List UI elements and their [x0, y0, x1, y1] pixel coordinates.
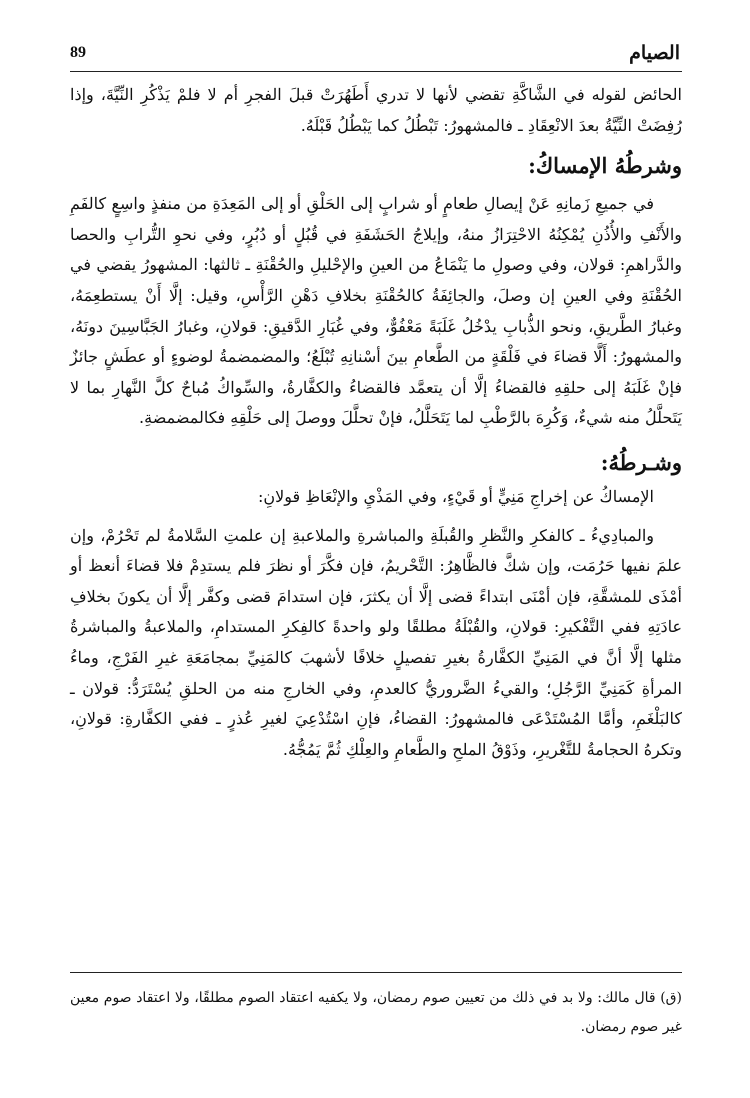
paragraph-preliminaries: والمبادِيءُ ـ كالفكرِ والنَّظرِ والقُبلَةِ والمباشرةِ والملاعبةِ إن علمتِ السَّلامةُ لم تَحْرُمْ، وإن علمَ نفيها حَرُمَت، وإن شكَّ فالظَّاهِرُ: التَّحْريمُ، فإن فكَّرَ أو نظرَ فلم يستدِمْ فلا قضاءَ أنعظ أو أمْذَى للمشقَّةِ، فإن أمْنَى ابتداءً قضى إلَّا أن يكثرَ، فإن استدامَ قضى وكفَّر إلَّا أن يكونَ بخلافِ عادَتِهِ ففي التَّفْكيرِ: قولانِ، والقُبْلَةُ مطلقًا ولو واحدةً كالفِكرِ المستدامِ، والملاعبةُ والمباشرةُ مثلها إلَّا أنَّ في المَنِيِّ الكفَّارةُ بغيرِ تفصيلٍ خلافًا لأشهبَ كالمَنِيِّ بمجامَعَةِ غيرِ الفَرْجِ، وماءُ المرأةِ كَمَنِيِّ الرَّجُلِ؛ والقيءُ الضَّروريُّ كالعدمِ، وفي الخارجِ منه من الحلقِ يُسْتَرَدُّ: قولان ـ كالبَلْغَمِ، وأمَّا المُسْتَدْعَى فالمشهورُ: القضاءُ، فإنِ اسْتُدْعِيَ لغيرِ عُذرٍ ـ ففي الكفَّارةِ: قولانِ، وتكرهُ الحجامةُ للتَّغْريرِ، وذَوْقُ الملحِ والطَّعامِ والعِلْكِ ثُمَّ يَمُجُّهُ. [70, 525, 682, 759]
main-text [70, 80, 682, 765]
running-title: الصيام [629, 42, 680, 64]
section-heading-second: وشـرطُهُ: [600, 449, 682, 475]
footnote-text: (ق) قال مالك: ولا بد في ذلك من تعيين صوم رمضان، ولا يكفيه اعتقاد الصوم مطلقًا، ولا اعتقاد صوم معين غير صوم رمضان. [70, 990, 682, 1035]
page-number: 89 [70, 44, 86, 61]
paragraph-intro: الحائض لقوله في الشَّاكَّةِ تقضي لأنها لا تدري أَطَهُرَتْ قبلَ الفجرِ أم لا فلمْ يَذْكُرِ النِّيَّةَ، وإذا رُفِضَتْ النِّيَّةُ بعدَ الانْعِقَادِ ـ فالمشهورُ: تَبْطُلُ كما يَبْطُلُ قَبْلَهُ. [70, 85, 682, 135]
section-heading-imsak: وشرطُهُ الإمساكُ: [528, 153, 682, 179]
header-rule [70, 71, 682, 72]
footnote [70, 984, 682, 1042]
footnote-rule [70, 972, 682, 973]
page-header [70, 42, 680, 70]
paragraph-second-condition: الإمساكُ عن إخراجِ مَنِيٍّ أو قَيْءٍ، وفي المَذْيِ والإنْعَاظِ قولانِ: [257, 486, 654, 506]
paragraph-imsak: في جميعِ زَمانِهِ عَنْ إيصالِ طعامٍ أو شرابٍ إلى الحَلْقِ أو إلى المَعِدَةِ من منفذٍ واسِعٍ كالفَمِ والأَنْفِ والأُذُنِ يُمْكِنُهُ الاحْتِرَازُ منهُ، وإيلاجُ الحَشَفَةِ في قُبُلٍ أو دُبُرٍ، وفي نحوِ التُّرابِ والحصا والدَّراهمِ: قولان، وفي وصولِ ما يَنْمَاعُ من العينِ والإحْليلِ والحُقْنَةِ ـ ثالثها: المشهورُ يقضي في الحُقْنَةِ وفي العينِ إن وصلَ، والجائِفَةُ كالحُقْنَةِ بخلافِ دَهْنِ الرَّأْسِ، وقيل: إلَّا أَنْ يستطعِمَهُ، وغبارُ الطَّريقِ، ونحو الذُّبابِ يدْخُلُ غَلَبَةً مَعْفُوٌّ، وفي غُبَارِ الدَّقيقِ: قولانِ، وغبارُ الجَبَّاسِينَ دونَهُ، والمشهورُ: أَلَّا قضاءَ في فَلْقَةٍ من الطَّعامِ بينَ أسْنانِهِ تُبْلَعُ؛ والمضمضمةُ لوضوءٍ أو عطَشٍ جائزٌ فإنْ غَلَبَهُ إلى حلقِهِ فالقضاءُ إلَّا أن يتعمَّد فالقضاءُ والكفَّارةُ، والسِّواكُ مُباحٌ كلَّ النَّهارِ بما لا يَتَحلَّلُ منه شيءٌ، وَكُرِهَ بالرَّطْبِ لما يَتَحَلَّلُ، فإنْ تحلَّلَ ووصلَ إلى حَلْقِهِ فكالمضمضةِ. [70, 194, 683, 428]
